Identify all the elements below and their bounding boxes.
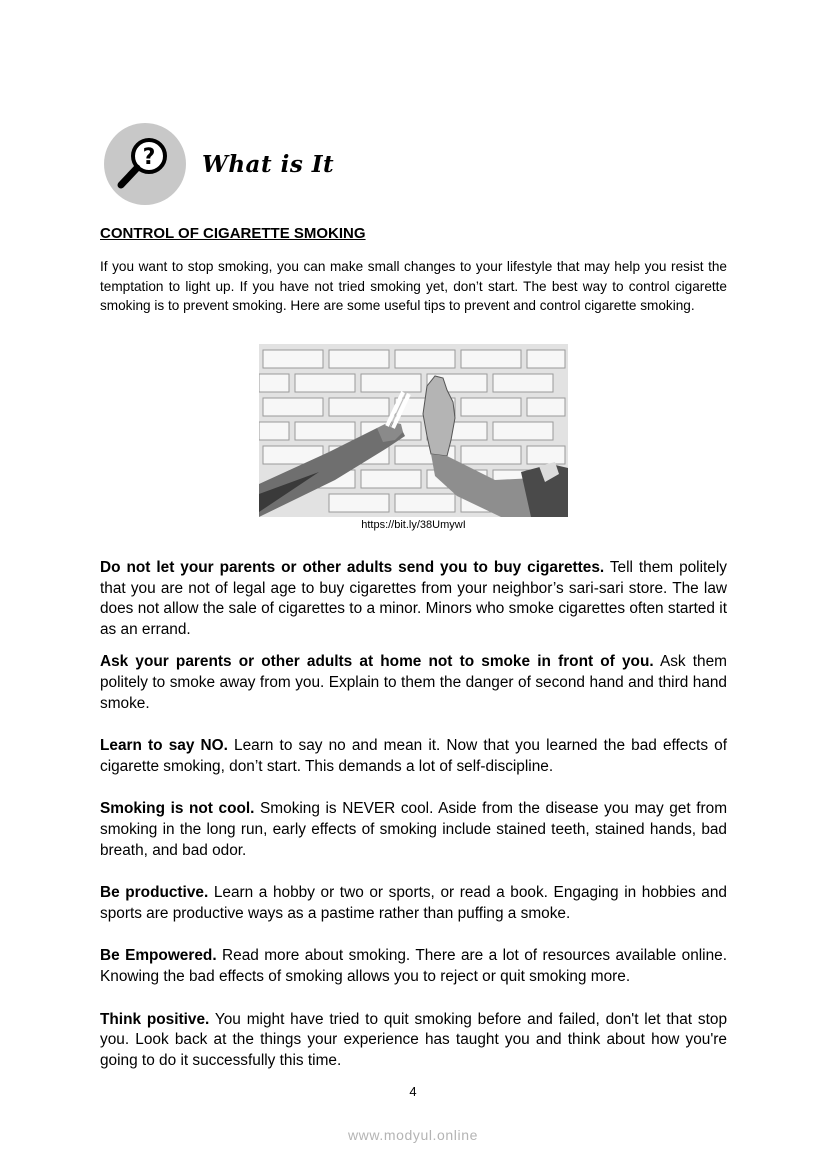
tip-paragraph bbox=[100, 946, 727, 987]
section-header bbox=[104, 123, 334, 205]
tip-body: Ask them politely to smoke away from you. Explain to them the danger of second hand and third hand smoke. bbox=[100, 653, 727, 712]
tip-paragraph bbox=[100, 558, 727, 640]
magnifier-question-icon bbox=[104, 123, 186, 205]
page-number: 4 bbox=[409, 1084, 417, 1099]
tip-body: Tell them politely that you are not of legal age to buy cigarettes from your neighbor’s sari-sari store. The law does not allow the sale of cigarettes to a minor. Minors who smoke cigarettes often started it as an errand. bbox=[100, 559, 727, 638]
section-heading: CONTROL OF CIGARETTE SMOKING bbox=[100, 225, 366, 242]
tip-paragraph bbox=[100, 883, 727, 924]
watermark: www.modyul.online bbox=[347, 1127, 479, 1143]
svg-text:?: ? bbox=[142, 145, 156, 170]
tip-title: Think positive. bbox=[100, 1010, 210, 1028]
tip-paragraph bbox=[100, 1010, 727, 1072]
tip-paragraph bbox=[100, 799, 727, 861]
tip-title: Be Empowered. bbox=[100, 947, 217, 965]
tip-paragraph bbox=[100, 736, 727, 777]
intro-paragraph: If you want to stop smoking, you can make small changes to your lifestyle that may help you resist the temptation to light up. If you have not tried smoking yet, don’t start. The best way to control cigarette smoking is to prevent smoking. Here are some useful tips to prevent and control cigarette smoking. bbox=[100, 259, 727, 314]
tip-title: Be productive. bbox=[100, 884, 209, 902]
tip-title: Smoking is not cool. bbox=[100, 800, 255, 818]
tip-body: You might have tried to quit smoking before and failed, don't let that stop you. Look back at the things your experience has taught you and think about how you're going to do it successfully this time. bbox=[100, 1010, 728, 1069]
tip-title: Ask your parents or other adults at home not to smoke in front of you. bbox=[100, 653, 654, 671]
tip-body: Learn to say no and mean it. Now that you learned the bad effects of cigarette smoking, don’t start. This demands a lot of self-discipline. bbox=[100, 737, 727, 775]
tip-body: Smoking is NEVER cool. Aside from the disease you may get from smoking in the long run, early effects of smoking include stained teeth, stained hands, bad breath, and bad odor. bbox=[100, 800, 728, 859]
tip-title: Do not let your parents or other adults send you to buy cigarettes. bbox=[100, 559, 605, 576]
tip-title: Learn to say NO. bbox=[100, 737, 228, 755]
tip-body: Learn a hobby or two or sports, or read a book. Engaging in hobbies and sports are productive ways as a pastime rather than puffing a smoke. bbox=[100, 884, 727, 922]
tip-paragraph bbox=[100, 652, 727, 714]
tip-body: Read more about smoking. There are a lot of resources available online. Knowing the bad effects of smoking allows you to reject or quit smoking more. bbox=[100, 947, 727, 985]
no-smoking-photo bbox=[259, 344, 568, 517]
tips-list bbox=[100, 558, 727, 1071]
page-title: What is It bbox=[202, 150, 335, 178]
image-caption: https://bit.ly/38UmywI bbox=[361, 519, 466, 531]
